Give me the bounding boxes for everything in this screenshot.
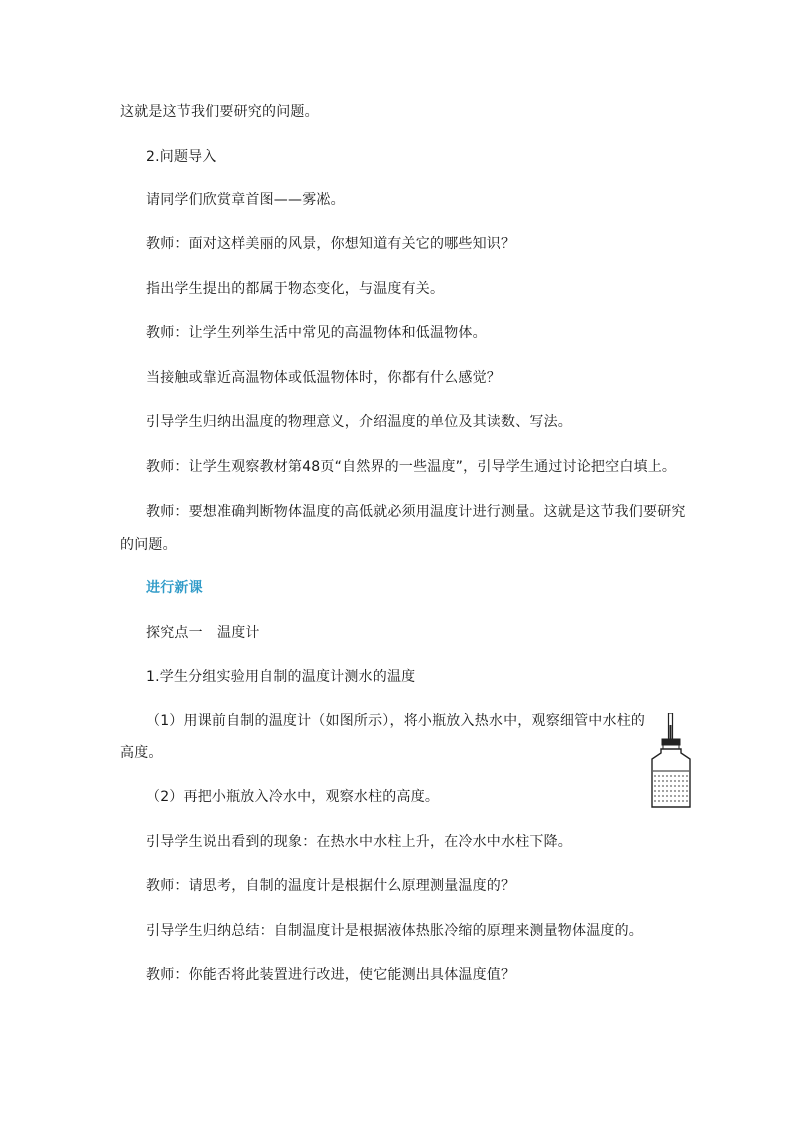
text-line: 教师：让学生观察教材第48页“自然界的一些温度”，引导学生通过讨论把空白填上。 [146,459,677,475]
text-line: 指出学生提出的都属于物态变化，与温度有关。 [146,281,445,297]
text-line: 这就是这节我们要研究的问题。 [120,104,319,120]
text-line: 引导学生说出看到的现象：在热水中水柱上升，在冷水中水柱下降。 [146,834,572,850]
text-line: 教师：面对这样美丽的风景，你想知道有关它的哪些知识？ [146,236,516,252]
text-line: 教师：你能否将此装置进行改进，使它能测出具体温度值？ [146,967,516,983]
text-line: （2）再把小瓶放入冷水中，观察水柱的高度。 [146,789,440,805]
text-line: 的问题。 [120,537,177,553]
numbered-item: 1.学生分组实验用自制的温度计测水的温度 [146,669,416,685]
text-line: 引导学生归纳出温度的物理意义，介绍温度的单位及其读数、写法。 [146,414,572,430]
text-line: 高度。 [120,745,163,761]
homemade-thermometer-bottle-icon [648,713,694,809]
subsection-title: 探究点一 温度计 [146,625,260,641]
section-heading: 进行新课 [146,580,203,596]
text-line: 教师：让学生列举生活中常见的高温物体和低温物体。 [146,325,487,341]
text-line: 请同学们欣赏章首图——雾凇。 [146,192,345,208]
text-line: 教师：请思考，自制的温度计是根据什么原理测量温度的？ [146,878,516,894]
text-line: 引导学生归纳总结：自制温度计是根据液体热胀冷缩的原理来测量物体温度的。 [146,923,643,939]
text-line: 教师：要想准确判断物体温度的高低就必须用温度计进行测量。这就是这节我们要研究 [146,504,686,520]
text-line: （1）用课前自制的温度计（如图所示），将小瓶放入热水中，观察细管中水柱的 [146,713,646,729]
section-number-title: 2.问题导入 [146,149,217,165]
text-line: 当接触或靠近高温物体或低温物体时，你都有什么感觉？ [146,370,501,386]
